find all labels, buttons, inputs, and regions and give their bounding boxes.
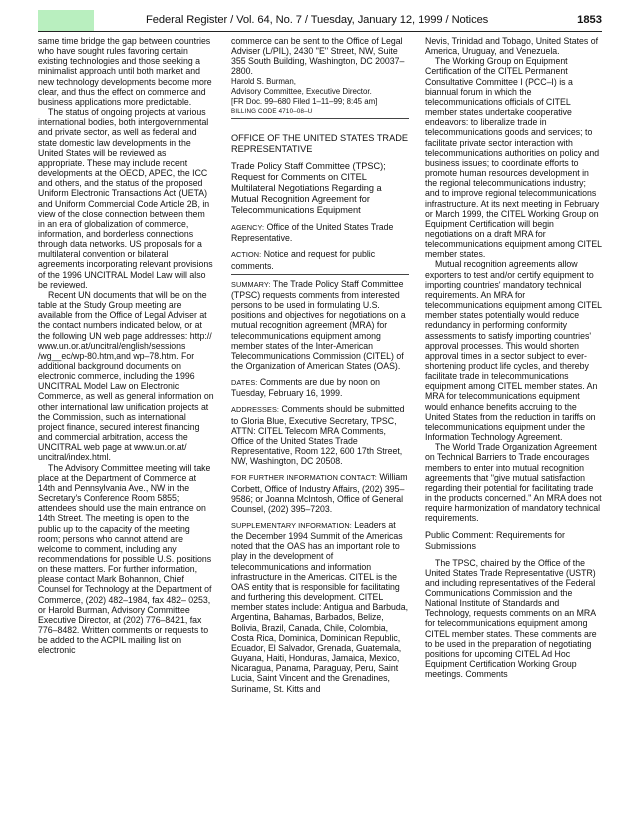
further-info-text: William Corbett, Office of Industry Affairs, (202) 395–9586; or Joanna McIntosh, Office of General Counsel, (202) 395–7203. (231, 472, 408, 514)
action-label: ACTION: (231, 250, 262, 260)
col3-paragraph: Mutual recognition agreements allow exporters to test and/or certify equipment to importing countries' mandatory technical requirements. An MRA for telecommunications equipment among CITEL member states potentially would reduce redundancy in performing conformity assessments to satisfy importing countries' approval processes. This would shorten approval times in a sector subject to ever-shortening product life cycles, and thereby facilitate trade in telecommunications equipment among CITEL member states. An MRA for telecommunications equipment would enhance benefits accruing to the United States from the reduction in tariffs on telecommunications equipment under the Information Technology Agreement. (425, 259, 602, 443)
col1-paragraph: same time bridge the gap between countries who have sought rules favoring certain existing technologies and those seeking a minimalist approach until both market and new technology developments become more clear, and thus the effect on commerce and business applications more predictable. (38, 36, 212, 107)
billing-code: BILLING CODE 4710–08–U (231, 108, 313, 116)
dates-label: DATES: (231, 378, 258, 388)
addresses-field (231, 404, 409, 466)
dates-text: Comments are due by noon on Tuesday, February 16, 1999. (231, 377, 381, 399)
signer-name: Harold S. Burman, (231, 76, 296, 86)
agency-field (231, 222, 409, 243)
signer-title: Advisory Committee, Executive Director. (231, 86, 372, 96)
action-text: Notice and request for public comments. (231, 249, 376, 271)
notice-subject: Trade Policy Staff Committee (TPSC); Request for Comments on CITEL Multilateral Negotiations Regarding a Mutual Recognition Agreement for Telecommunications Equipment (231, 161, 386, 216)
col1-paragraph: The Advisory Committee meeting will take place at the Department of Commerce at 14th and Pennsylvania Ave., NW in the Secretary's Conference Room 5855; attendees should use the main entrance on 14th Street. The meeting is open to the public up to the capacity of the meeting room; persons who cannot attend are welcome to comment, including any recommendations for possible U.S. positions on these matters. For further information, please contact Mark Bohannon, Chief Counsel for Technology at the Department of Commerce, (202) 482–1984, fax 482– 0253, or Harold Burman, Advisory Committee Executive Director, at (202) 776–8421, fax 776–8482. Written comments or requests to be added to the ACPIL mailing list on electronic (38, 462, 212, 656)
further-info-label: FOR FURTHER INFORMATION CONTACT: (231, 473, 377, 483)
col3-paragraph: The TPSC, chaired by the Office of the United States Trade Representative (USTR) and including representatives of the Federal Communications Commission and the National Institute of Standards and Technology, requests comments on an MRA for telecommunications equipment among CITEL member states. These comments are to be used in the preparation of negotiating positions for upcoming CITEL Ad Hoc Equipment Certification Working Group meetings. Comments (425, 557, 597, 680)
agency-heading: OFFICE OF THE UNITED STATES TRADE REPRESENTATIVE (231, 133, 408, 155)
page-tab-marker (38, 10, 94, 32)
further-info-field (231, 472, 409, 514)
section-heading: Public Comment: Requirements for Submissions (425, 529, 566, 551)
section-divider (231, 118, 409, 119)
summary-field (231, 279, 409, 371)
addresses-label: ADDRESSES: (231, 405, 280, 415)
section-divider (231, 274, 409, 275)
supplementary-text: Leaders at the December 1994 Summit of the Americas noted that the OAS has an important role to play in the development of telecommunications and information infrastructure in the Americas. CITEL is the OAS entity that is responsible for facilitating and furthering this development. CITEL member states include: Antigua and Barbuda, Argentina, Bahamas, Barbados, Belize, Bolivia, Brazil, Canada, Chile, Colombia, Costa Rica, Dominica, Dominican Republic, Ecuador, El Salvador, Grenada, Guatemala, Guyana, Haiti, Honduras, Jamaica, Mexico, Nicaragua, Panama, Paraguay, Peru, Saint Lucia, Saint Vincent and the Grenadines, Suriname, St. Kitts and (231, 520, 409, 694)
summary-label: SUMMARY: (231, 279, 271, 289)
page-number: 1853 (577, 14, 602, 26)
col3-paragraph: The World Trade Organization Agreement on Technical Barriers to Trade encourages members to enter into mutual recognition agreements that ''give mutual satisfaction regarding their potential for facilitating trade in the products concerned.'' An MRA does not require harmonization of mandatory technical requirements. (425, 442, 602, 524)
dates-field (231, 377, 409, 398)
agency-label: AGENCY: (231, 223, 265, 233)
agency-text: Office of the United States Trade Representative. (231, 222, 394, 244)
header-rule (38, 31, 602, 32)
supplementary-field (231, 520, 409, 694)
column-3 (425, 36, 602, 679)
fr-doc-line: [FR Doc. 99–680 Filed 1–11–99; 8:45 am] (231, 96, 378, 106)
spacer (231, 123, 409, 133)
col1-paragraph: Recent UN documents that will be on the table at the Study Group meeting are available from the Office of Legal Adviser at the contact numbers indicated below, or at the following UN web page addresses: http:// www.un.or.at/uncitral/english/sessions /wg__ec/wp-80.htm,and wp–78.htm. For additional background documents on electronic commerce, including the 1996 UNCITRAL Model Law on Electronic Commerce, as well as general information on other international law unification projects at the Commission, such as international project finance, secured interest financing and commercial arbitration, access the UNCITRAL web page at www.un.or.at/ uncitral/index.html. (38, 289, 214, 463)
col3-paragraph: Nevis, Trinidad and Tobago, United States of America, Uruguay, and Venezuela. (425, 36, 599, 57)
col1-paragraph: The status of ongoing projects at various international bodies, both intergovernmental and private sector, as well as federal and state domestic law developments in the United States will be reviewed as appropriate. These may include recent developments at the OECD, APEC, the ICC and others, and the status of the proposed Uniform Electronic Transactions Act (UETA) and Uniform Commercial Code Article 2B, in view of the close connection between them in an era of globalization of commerce, information, and borderless connections through data networks. US proposals for a multilateral convention or bilateral agreements incorporating relevant provisions of the 1996 UNCITRAL Model Law will also be reviewed. (38, 107, 213, 290)
column-2 (231, 36, 409, 694)
supplementary-label: SUPPLEMENTARY INFORMATION: (231, 521, 352, 530)
running-head-text: Federal Register / Vol. 64, No. 7 / Tuesday, January 12, 1999 / Notices (146, 14, 489, 26)
col3-paragraph: The Working Group on Equipment Certification of the CITEL Permanent Consultative Committee I (PCC–I) is a biannual forum in which the telecommunications officials of CITEL member states undertake cooperative endeavors: to liberalize trade in telecommunications goods and services; to facilitate private sector interaction with telecommunications authorities on policy and business issues; to coordinate efforts to promote human resources development in the regional telecommunications industry; and to improve regional telecommunications infrastructure. At its next meeting in February or March 1999, the CITEL Working Group on Equipment Certification will begin negotiations on a draft MRA for telecommunications equipment among CITEL member states. (425, 56, 602, 260)
summary-text: The Trade Policy Staff Committee (TPSC) requests comments from interested persons to be used in formulating U.S. positions and objectives for negotiations on a mutual recognition agreement (MRA) for telecommunications equipment among member states of the Inter-American Telecommunications Commission (CITEL) of the Organization of American States (OAS). (231, 278, 406, 371)
action-field (231, 249, 409, 270)
col2-paragraph: commerce can be sent to the Office of Legal Adviser (L/PIL), 2430 ''E'' Street, NW, Suite 355 South Building, Washington, DC 20037–2800. (231, 36, 405, 77)
column-1 (38, 36, 214, 656)
addresses-text: Comments should be submitted to Gloria Blue, Executive Secretary, TPSC, ATTN: CITEL Telecom MRA Comments, Office of the United States Trade Representative, Room 122, 600 17th Street, NW, Washington, DC 20508. (231, 404, 405, 467)
